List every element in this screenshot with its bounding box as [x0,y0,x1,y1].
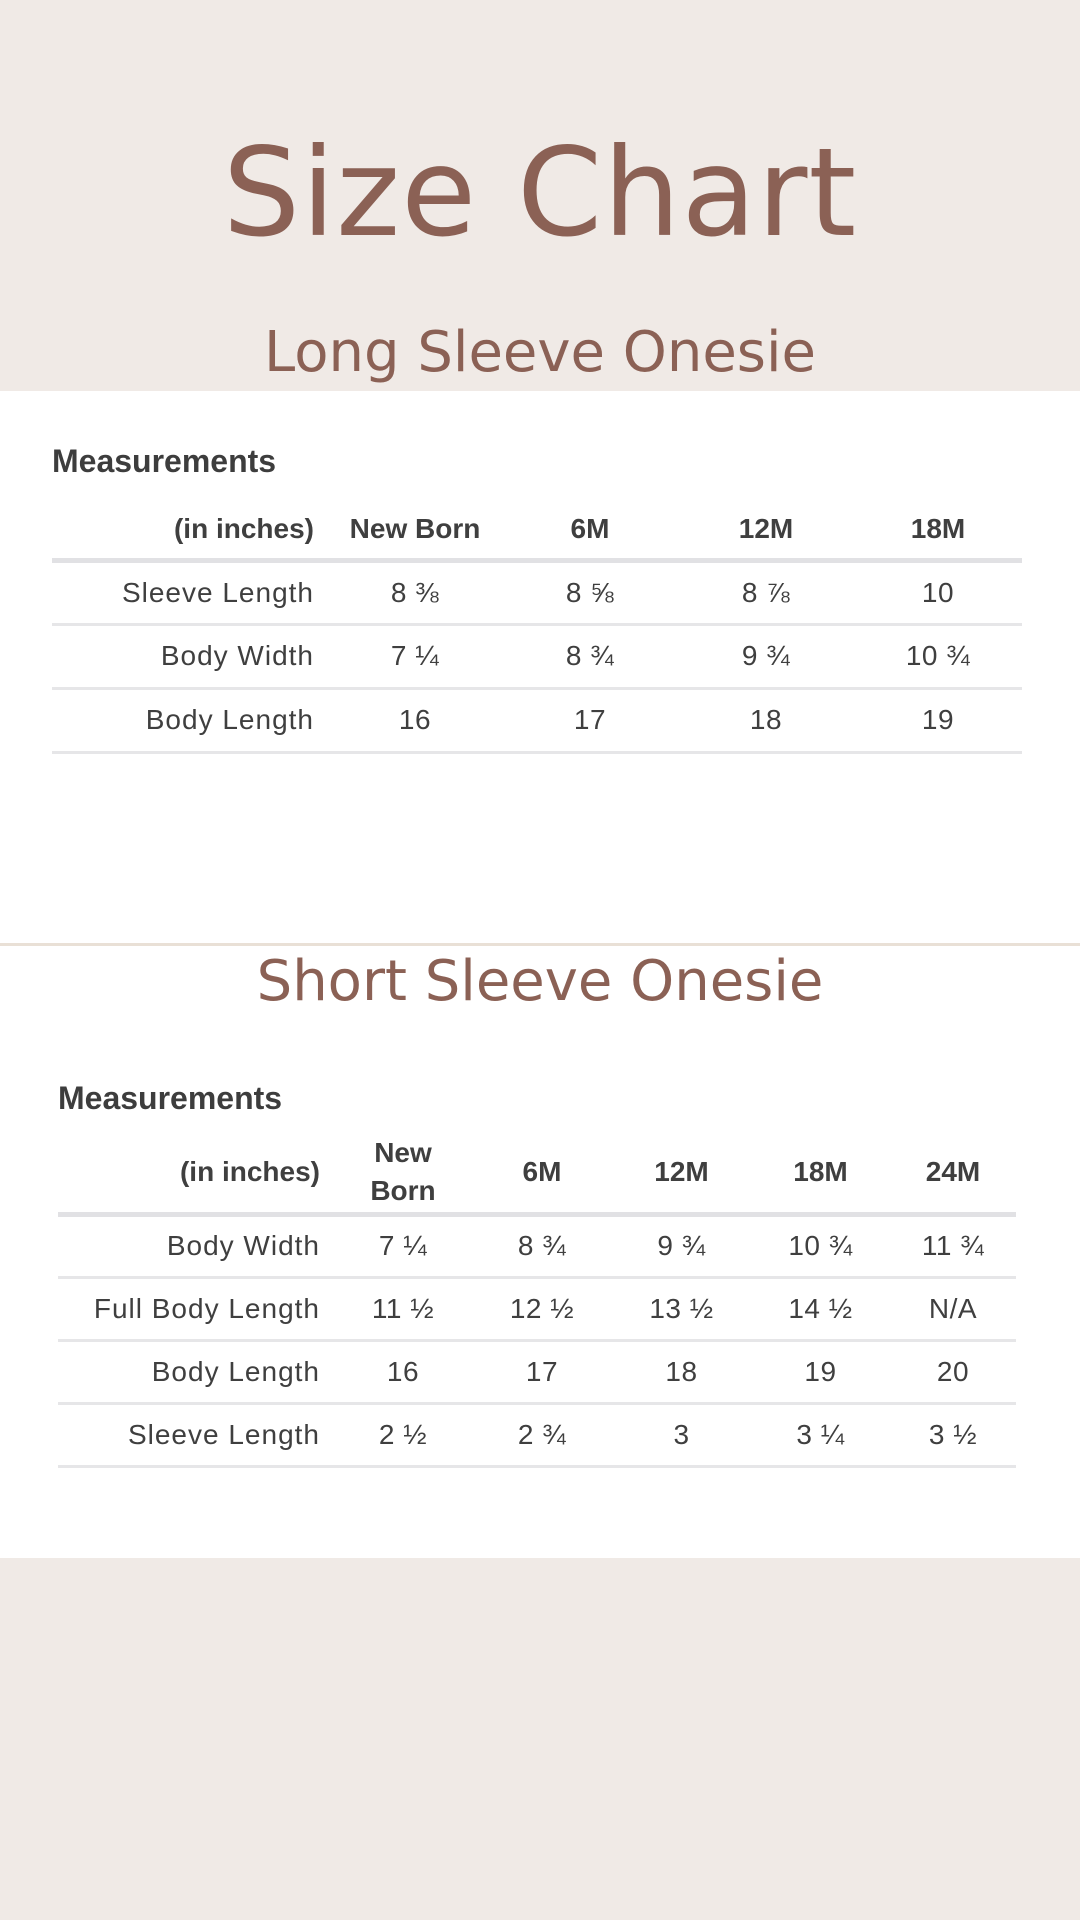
row-label: Body Length [52,688,328,752]
table-row [52,688,1022,752]
row-label: Sleeve Length [52,560,328,624]
table-row [58,1340,1016,1403]
table-row [58,1214,1016,1277]
table-cell: 8 ⅞ [678,560,854,624]
table-cell: 8 ¾ [502,624,678,688]
row-label: Body Width [58,1214,334,1277]
table-header-row [58,1133,1016,1214]
long-sleeve-size-table [52,500,1022,754]
size-header: 12M [612,1133,751,1214]
table-row [58,1403,1016,1466]
table-cell: 16 [334,1340,472,1403]
table-cell: 10 ¾ [751,1214,890,1277]
row-label: Body Length [58,1340,334,1403]
table-cell: 10 [854,560,1022,624]
long-sleeve-title: Long Sleeve Onesie [264,320,816,385]
short-sleeve-title: Short Sleeve Onesie [256,949,824,1014]
table-cell: 20 [890,1340,1016,1403]
row-label: Body Width [52,624,328,688]
table-cell: 11 ¾ [890,1214,1016,1277]
table-cell: 8 ⅜ [328,560,502,624]
size-header: New Born [328,500,502,560]
table-cell: 17 [472,1340,612,1403]
size-header: 12M [678,500,854,560]
table-cell: N/A [890,1277,1016,1340]
table-cell: 8 ⅝ [502,560,678,624]
row-label: Sleeve Length [58,1403,334,1466]
size-header: New Born [334,1133,472,1214]
table-row [58,1277,1016,1340]
size-header: 24M [890,1133,1016,1214]
table-cell: 18 [612,1340,751,1403]
table-cell: 7 ¼ [328,624,502,688]
table-cell: 3 ½ [890,1403,1016,1466]
table-cell: 17 [502,688,678,752]
long-sleeve-measurements-label: Measurements [52,443,277,479]
short-sleeve-size-table [58,1133,1016,1468]
size-header: 18M [751,1133,890,1214]
table-cell: 7 ¼ [334,1214,472,1277]
table-cell: 13 ½ [612,1277,751,1340]
table-cell: 14 ½ [751,1277,890,1340]
table-cell: 18 [678,688,854,752]
table-cell: 2 ¾ [472,1403,612,1466]
table-cell: 2 ½ [334,1403,472,1466]
table-cell: 9 ¾ [612,1214,751,1277]
unit-header: (in inches) [58,1133,334,1214]
size-header: 6M [472,1133,612,1214]
table-cell: 19 [854,688,1022,752]
table-cell: 3 [612,1403,751,1466]
unit-header: (in inches) [52,500,328,560]
table-row [52,560,1022,624]
page-title: Size Chart [222,122,858,264]
table-cell: 9 ¾ [678,624,854,688]
table-header-row [52,500,1022,560]
size-header: 6M [502,500,678,560]
table-cell: 8 ¾ [472,1214,612,1277]
short-sleeve-measurements-label: Measurements [58,1080,283,1116]
table-cell: 16 [328,688,502,752]
size-header: 18M [854,500,1022,560]
table-cell: 11 ½ [334,1277,472,1340]
table-cell: 19 [751,1340,890,1403]
table-cell: 10 ¾ [854,624,1022,688]
row-label: Full Body Length [58,1277,334,1340]
table-row [52,624,1022,688]
table-cell: 12 ½ [472,1277,612,1340]
bottom-band [0,1558,1080,1920]
section-divider [0,943,1080,946]
table-cell: 3 ¼ [751,1403,890,1466]
